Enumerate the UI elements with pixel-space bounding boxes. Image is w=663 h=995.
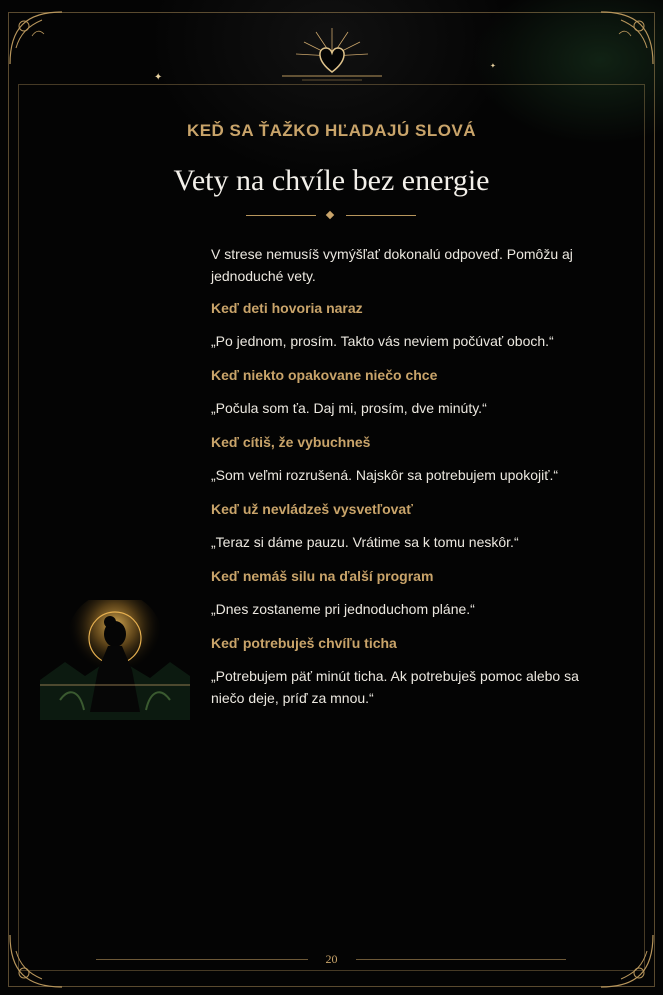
sparkle-icon: ✦ — [154, 72, 163, 83]
section-heading: Keď už nevládzeš vysvetľovať — [211, 501, 413, 517]
page-kicker: KEĎ SA ŤAŽKO HĽADAJÚ SLOVÁ — [186, 121, 477, 140]
page-title: Vety na chvíle bez energie — [173, 164, 490, 197]
corner-flourish-icon — [6, 8, 66, 68]
section-quote: „Som veľmi rozrušená. Najskôr sa potrebujem upokojiť.“ — [211, 467, 559, 483]
corner-flourish-icon — [597, 8, 657, 68]
heart-sunburst-icon — [272, 20, 392, 90]
section-heading: Keď deti hovoria naraz — [211, 300, 363, 316]
section-heading: Keď cítiš, že vybuchneš — [211, 434, 371, 450]
sparkle-icon: ✦ — [490, 62, 496, 70]
title-divider — [246, 215, 416, 217]
section-quote: „Potrebujem päť minút ticha. Ak potrebuješ pomoc alebo sa niečo deje, príď za mnou.“ — [211, 668, 579, 706]
section-quote: „Počula som ťa. Daj mi, prosím, dve minúty.“ — [211, 400, 487, 416]
section-heading: Keď niekto opakovane niečo chce — [211, 367, 438, 383]
page-number: 20 — [325, 952, 338, 966]
section-heading: Keď potrebuješ chvíľu ticha — [211, 635, 397, 651]
meditating-woman-illustration — [40, 600, 190, 720]
section-quote: „Dnes zostaneme pri jednoduchom pláne.“ — [211, 601, 475, 617]
intro-text: V strese nemusíš vymýšľať dokonalú odpoveď. Pomôžu aj jednoduché vety. — [211, 246, 573, 284]
section-heading: Keď nemáš silu na ďalší program — [211, 568, 434, 584]
section-quote: „Po jednom, prosím. Takto vás neviem počúvať oboch.“ — [211, 333, 554, 349]
content — [211, 243, 611, 723]
section-quote: „Teraz si dáme pauzu. Vrátime sa k tomu neskôr.“ — [211, 534, 519, 550]
